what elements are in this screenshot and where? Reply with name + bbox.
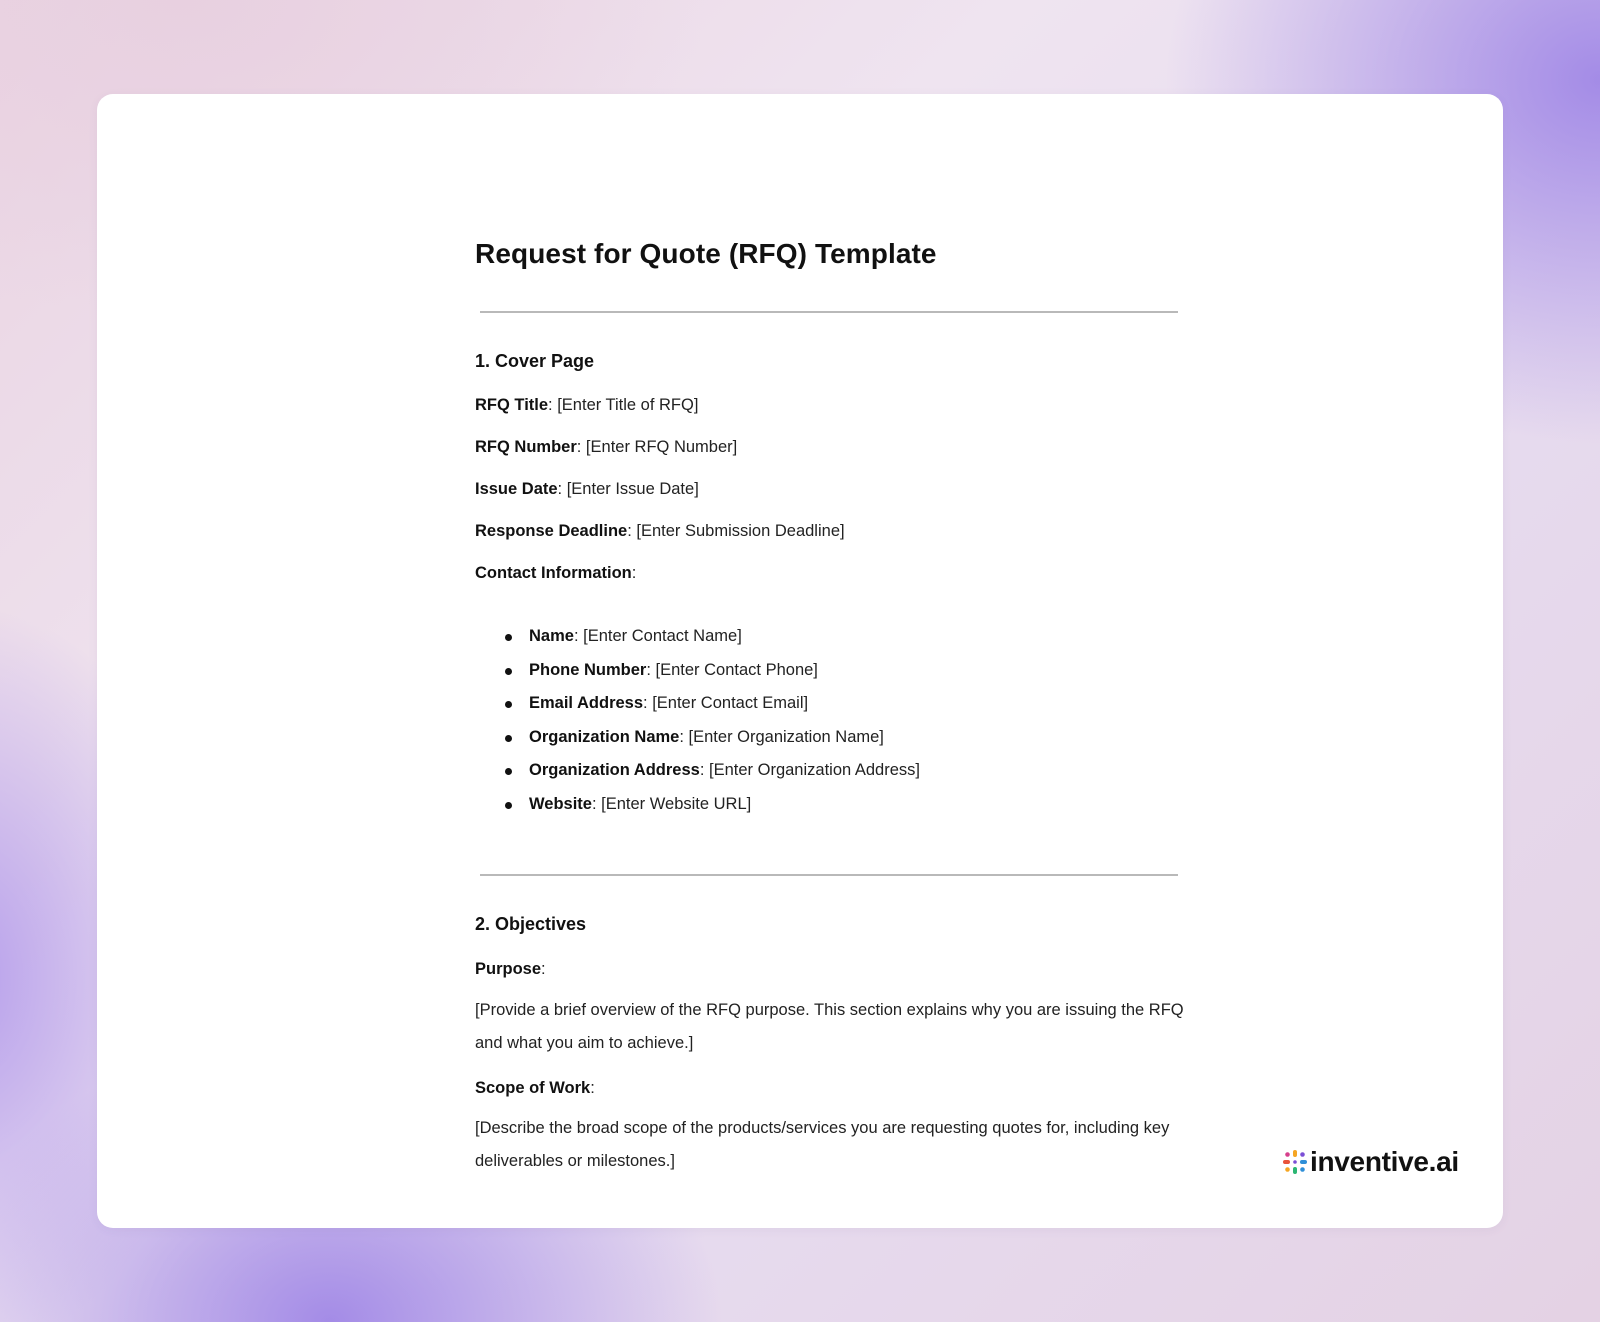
item-label: Phone Number xyxy=(529,660,647,679)
bullet-icon xyxy=(505,735,512,742)
field-label: RFQ Title xyxy=(475,396,549,414)
bullet-icon xyxy=(505,802,512,809)
field-value: : xyxy=(541,960,546,978)
field-value: : [Enter Title of RFQ] xyxy=(548,396,699,414)
item-value: : [Enter Contact Phone] xyxy=(646,660,818,679)
field-label: Response Deadline xyxy=(475,522,628,540)
field-value: : [Enter Submission Deadline] xyxy=(627,522,845,540)
field-value: : [Enter Issue Date] xyxy=(557,480,699,498)
section-divider xyxy=(480,874,1178,876)
contact-info-list xyxy=(475,620,920,822)
field-value: : xyxy=(631,564,637,582)
document-title: Request for Quote (RFQ) Template xyxy=(475,238,937,269)
purpose-paragraph: [Provide a brief overview of the RFQ purpose. This section explains why you are issuing the RFQ and what you aim to achieve.] xyxy=(475,1001,1184,1052)
bullet-icon xyxy=(505,768,512,775)
sparkle-dots-icon xyxy=(1282,1149,1308,1175)
scope-paragraph: [Describe the broad scope of the products/services you are requesting quotes for, including key deliverables or milestones.] xyxy=(475,1119,1170,1170)
bullet-icon xyxy=(505,668,512,675)
section-divider xyxy=(480,311,1178,313)
item-value: : [Enter Contact Email] xyxy=(643,694,809,713)
item-value: : [Enter Contact Name] xyxy=(573,627,742,645)
field-rfq-number xyxy=(475,438,737,457)
field-issue-date xyxy=(475,480,699,499)
list-item-website xyxy=(475,788,920,822)
inventive-ai-logo xyxy=(1282,1148,1459,1176)
bullet-icon xyxy=(505,634,512,641)
field-scope-of-work xyxy=(475,1079,595,1098)
field-purpose xyxy=(475,960,546,979)
field-value: : xyxy=(590,1079,595,1097)
item-label: Organization Name xyxy=(529,727,680,746)
item-value: : [Enter Organization Address] xyxy=(699,761,920,780)
list-item-organization-name xyxy=(475,721,920,755)
item-label: Name xyxy=(529,627,574,645)
list-item-phone-number xyxy=(475,654,920,688)
item-label: Website xyxy=(529,794,592,813)
field-label: Issue Date xyxy=(475,480,558,498)
field-contact-information xyxy=(475,564,636,583)
field-response-deadline xyxy=(475,522,845,541)
section-heading-objectives: 2. Objectives xyxy=(475,914,587,934)
list-item-organization-address xyxy=(475,754,920,788)
item-label: Organization Address xyxy=(529,761,700,780)
item-value: : [Enter Website URL] xyxy=(591,794,752,813)
field-label: Contact Information xyxy=(475,564,632,582)
list-item-email-address xyxy=(475,687,920,721)
field-label: Purpose xyxy=(475,960,542,978)
field-label: Scope of Work xyxy=(475,1079,591,1097)
field-label: RFQ Number xyxy=(475,438,577,456)
field-rfq-title xyxy=(475,396,698,415)
document-card xyxy=(97,94,1503,1228)
list-item-contact-name xyxy=(475,620,920,654)
section-heading-cover-page: 1. Cover Page xyxy=(475,351,595,371)
item-label: Email Address xyxy=(529,694,644,713)
field-value: : [Enter RFQ Number] xyxy=(576,438,738,456)
logo-wordmark: inventive.ai xyxy=(1310,1146,1459,1177)
item-value: : [Enter Organization Name] xyxy=(679,727,884,746)
bullet-icon xyxy=(505,701,512,708)
